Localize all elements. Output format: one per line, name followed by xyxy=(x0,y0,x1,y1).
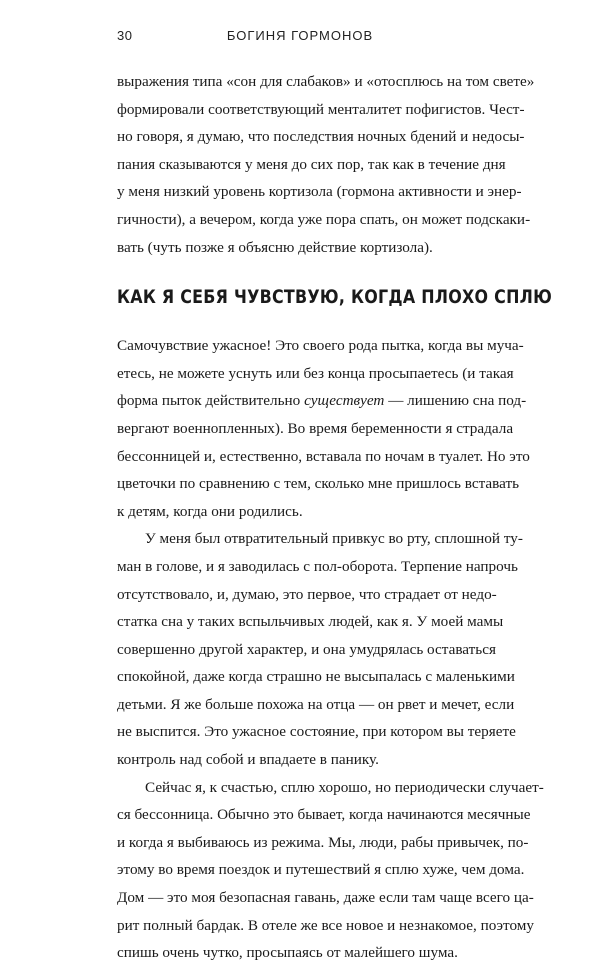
text-line: ся бессонница. Обычно это бывает, когда начинаются месячные xyxy=(117,806,531,824)
text-line: статка сна у таких вспыльчивых людей, как я. У моей мамы xyxy=(117,613,504,631)
text-span: — лишению сна под- xyxy=(384,392,527,410)
text-line: рит полный бардак. В отеле же все новое и незнакомое, поэтому xyxy=(117,916,534,934)
text-line: к детям, когда они родились. xyxy=(117,502,303,520)
text-line: контроль над собой и впадаете в панику. xyxy=(117,751,379,769)
text-line: у меня низкий уровень кортизола (гормона активности и энер- xyxy=(117,183,522,201)
text-line: отсутствовало, и, думаю, это первое, что страдает от недо- xyxy=(117,585,497,603)
text-line-with-emphasis xyxy=(117,387,527,415)
text-line: не выспится. Это ужасное состояние, при котором вы теряете xyxy=(117,723,516,741)
section-heading: КАК Я СЕБЯ ЧУВСТВУЮ, КОГДА ПЛОХО СПЛЮ xyxy=(117,287,553,309)
paragraph-3 xyxy=(117,774,544,967)
text-line: Дом — это моя безопасная гавань, даже если там чаще всего ца- xyxy=(117,889,534,907)
text-line: формировали соответствующий менталитет пофигистов. Чест- xyxy=(117,100,525,118)
emphasis-text: существует xyxy=(304,392,385,410)
text-line: бессонницей и, естественно, вставала по ночам в туалет. Но это xyxy=(117,447,530,465)
page-number: 30 xyxy=(117,28,133,43)
text-line: детьми. Я же больше похожа на отца — он рвет и мечет, если xyxy=(117,695,515,713)
paragraph-1 xyxy=(117,332,530,525)
page-body xyxy=(117,68,553,967)
text-line: У меня был отвратительный привкус во рту, сплошной ту- xyxy=(145,530,523,548)
text-line: спокойной, даже когда страшно не высыпалась с маленькими xyxy=(117,668,515,686)
text-line: но говоря, я думаю, что последствия ночных бдений и недосы- xyxy=(117,128,525,146)
text-line: етесь, не можете уснуть или без конца просыпаетесь (и такая xyxy=(117,364,514,382)
text-line: Самочувствие ужасное! Это своего рода пытка, когда вы муча- xyxy=(117,337,524,355)
text-line: цветочки по сравнению с тем, сколько мне пришлось вставать xyxy=(117,475,520,493)
text-span: форма пыток действительно xyxy=(117,392,305,410)
text-line: этому во время поездок и путешествий я сплю хуже, чем дома. xyxy=(117,861,525,879)
intro-paragraph xyxy=(117,68,535,261)
text-line: совершенно другой характер, и она умудрялась оставаться xyxy=(117,640,496,658)
text-line: ман в голове, и я заводилась с пол-оборота. Терпение напрочь xyxy=(117,557,518,575)
paragraph-2 xyxy=(117,525,523,773)
page-header xyxy=(117,28,483,50)
text-line: и когда я выбиваюсь из режима. Мы, люди, рабы привычек, по- xyxy=(117,833,529,851)
text-line: вать (чуть позже я объясню действие кортизола). xyxy=(117,238,433,256)
text-line: выражения типа «сон для слабаков» и «отосплюсь на том свете» xyxy=(117,73,535,90)
text-line: вергают военнопленных). Во время беременности я страдала xyxy=(117,419,514,437)
text-line: спишь очень чутко, просыпаясь от малейшего шума. xyxy=(117,944,458,962)
text-line: гичности), а вечером, когда уже пора спать, он может подскаки- xyxy=(117,210,531,228)
running-title: БОГИНЯ ГОРМОНОВ xyxy=(226,28,374,43)
text-line: Сейчас я, к счастью, сплю хорошо, но периодически случает- xyxy=(145,778,544,796)
text-line: пания сказываются у меня до сих пор, так как в течение дня xyxy=(117,155,506,173)
